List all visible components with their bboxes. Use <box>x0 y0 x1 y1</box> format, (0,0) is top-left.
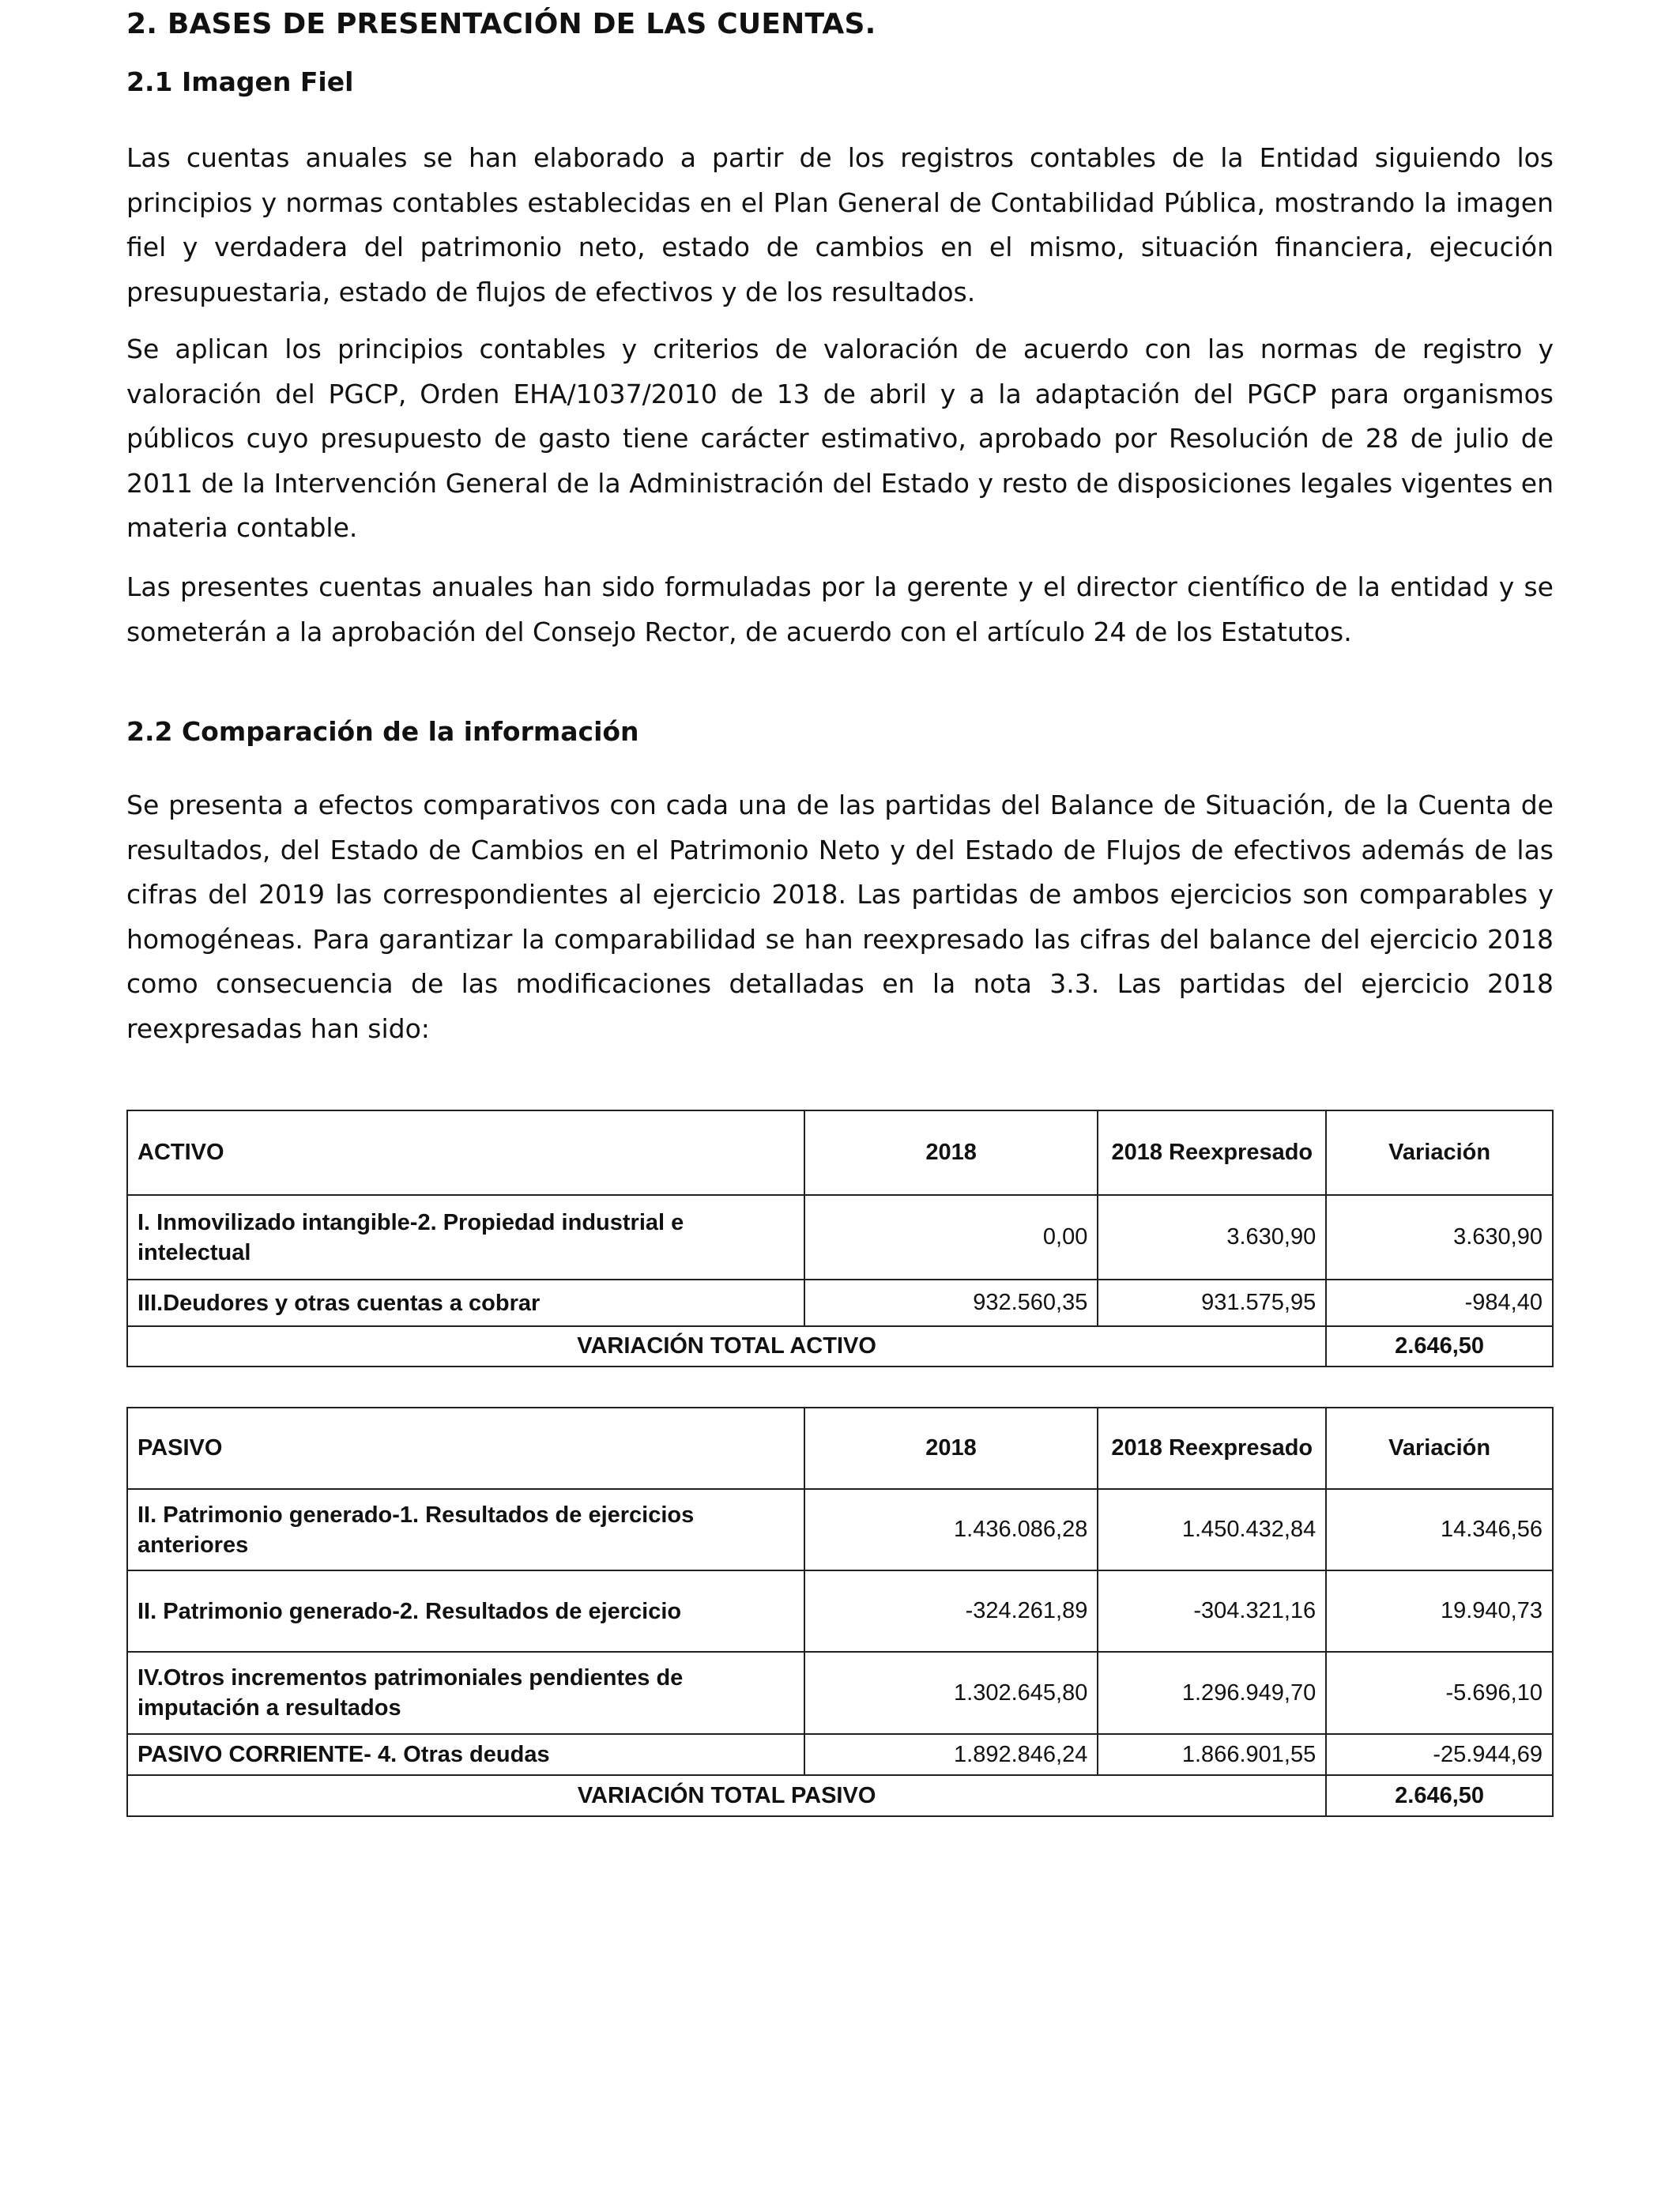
value-variacion: -984,40 <box>1326 1280 1553 1326</box>
header-cell: ACTIVO <box>127 1110 804 1195</box>
header-cell: 2018 Reexpresado <box>1098 1110 1326 1195</box>
header-cell: 2018 Reexpresado <box>1098 1408 1326 1489</box>
section-heading: 2. BASES DE PRESENTACIÓN DE LAS CUENTAS. <box>126 8 876 40</box>
value-2018-reexpresado: -304.321,16 <box>1098 1570 1326 1652</box>
paragraph-imagen-fiel-1: Las cuentas anuales se han elaborado a partir de los registros contables de la Entidad siguiendo los principios y normas contables establecidas en el Plan General de Contabilidad Pública, mostrando la imagen fiel y verdadera del patrimonio neto, estado de cambios en el mismo, situación financiera, ejecución presupuestaria, estado de flujos de efectivos y de los resultados. <box>126 142 1554 307</box>
value-2018: -324.261,89 <box>804 1570 1098 1652</box>
value-2018-reexpresado: 1.450.432,84 <box>1098 1489 1326 1570</box>
value-variacion: 19.940,73 <box>1326 1570 1553 1652</box>
row-label: II. Patrimonio generado-2. Resultados de ejercicio <box>127 1570 804 1652</box>
header-cell: PASIVO <box>127 1408 804 1489</box>
value-2018-reexpresado: 931.575,95 <box>1098 1280 1326 1326</box>
table-header-row <box>127 1408 1553 1489</box>
header-cell: 2018 <box>804 1408 1098 1489</box>
row-label: II. Patrimonio generado-1. Resultados de ejercicios anteriores <box>127 1489 804 1570</box>
row-label: III.Deudores y otras cuentas a cobrar <box>127 1280 804 1326</box>
paragraph-comparacion: Se presenta a efectos comparativos con cada una de las partidas del Balance de Situación, de la Cuenta de resultados, del Estado de Cambios en el Patrimonio Neto y del Estado de Flujos de efectivos además de las cifras del 2019 las correspondientes al ejercicio 2018. Las partidas de ambos ejercicios son comparables y homogéneas. Para garantizar la comparabilidad se han reexpresado las cifras del balance del ejercicio 2018 como consecuencia de las modificaciones detalladas en la nota 3.3. Las partidas del ejercicio 2018 reexpresadas han sido: <box>126 790 1554 1044</box>
value-2018: 1.892.846,24 <box>804 1734 1098 1775</box>
total-value: 2.646,50 <box>1326 1326 1553 1367</box>
value-2018-reexpresado: 1.866.901,55 <box>1098 1734 1326 1775</box>
value-variacion: -5.696,10 <box>1326 1652 1553 1734</box>
total-row <box>127 1326 1553 1367</box>
table-row <box>127 1570 1553 1652</box>
value-2018: 1.436.086,28 <box>804 1489 1098 1570</box>
subsection-title-imagen-fiel: 2.1 Imagen Fiel <box>126 66 354 97</box>
header-cell: Variación <box>1326 1408 1553 1489</box>
total-label: VARIACIÓN TOTAL ACTIVO <box>127 1326 1326 1367</box>
total-row <box>127 1775 1553 1816</box>
value-2018-reexpresado: 3.630,90 <box>1098 1195 1326 1280</box>
value-2018: 0,00 <box>804 1195 1098 1280</box>
subsection-title-comparacion: 2.2 Comparación de la información <box>126 716 639 747</box>
table-row <box>127 1195 1553 1280</box>
table-row <box>127 1734 1553 1775</box>
value-2018-reexpresado: 1.296.949,70 <box>1098 1652 1326 1734</box>
table-header-row <box>127 1110 1553 1195</box>
paragraph-imagen-fiel-2: Se aplican los principios contables y criterios de valoración de acuerdo con las normas de registro y valoración del PGCP, Orden EHA/1037/2010 de 13 de abril y a la adaptación del PGCP para organismos públicos cuyo presupuesto de gasto tiene carácter estimativo, aprobado por Resolución de 28 de julio de 2011 de la Intervención General de la Administración del Estado y resto de disposiciones legales vigentes en materia contable. <box>126 334 1554 543</box>
total-label: VARIACIÓN TOTAL PASIVO <box>127 1775 1326 1816</box>
total-value: 2.646,50 <box>1326 1775 1553 1816</box>
row-label: PASIVO CORRIENTE- 4. Otras deudas <box>127 1734 804 1775</box>
row-label: I. Inmovilizado intangible-2. Propiedad industrial e intelectual <box>127 1195 804 1280</box>
value-variacion: -25.944,69 <box>1326 1734 1553 1775</box>
table-row <box>127 1652 1553 1734</box>
header-cell: Variación <box>1326 1110 1553 1195</box>
table-row <box>127 1280 1553 1326</box>
activo-table <box>126 1110 1554 1367</box>
pasivo-table <box>126 1407 1554 1817</box>
paragraph-imagen-fiel-3: Las presentes cuentas anuales han sido formuladas por la gerente y el director científico de la entidad y se someterán a la aprobación del Consejo Rector, de acuerdo con el artículo 24 de los Estatutos. <box>126 571 1554 647</box>
header-cell: 2018 <box>804 1110 1098 1195</box>
value-2018: 1.302.645,80 <box>804 1652 1098 1734</box>
value-variacion: 3.630,90 <box>1326 1195 1553 1280</box>
table-row <box>127 1489 1553 1570</box>
value-variacion: 14.346,56 <box>1326 1489 1553 1570</box>
row-label: IV.Otros incrementos patrimoniales pendientes de imputación a resultados <box>127 1652 804 1734</box>
value-2018: 932.560,35 <box>804 1280 1098 1326</box>
